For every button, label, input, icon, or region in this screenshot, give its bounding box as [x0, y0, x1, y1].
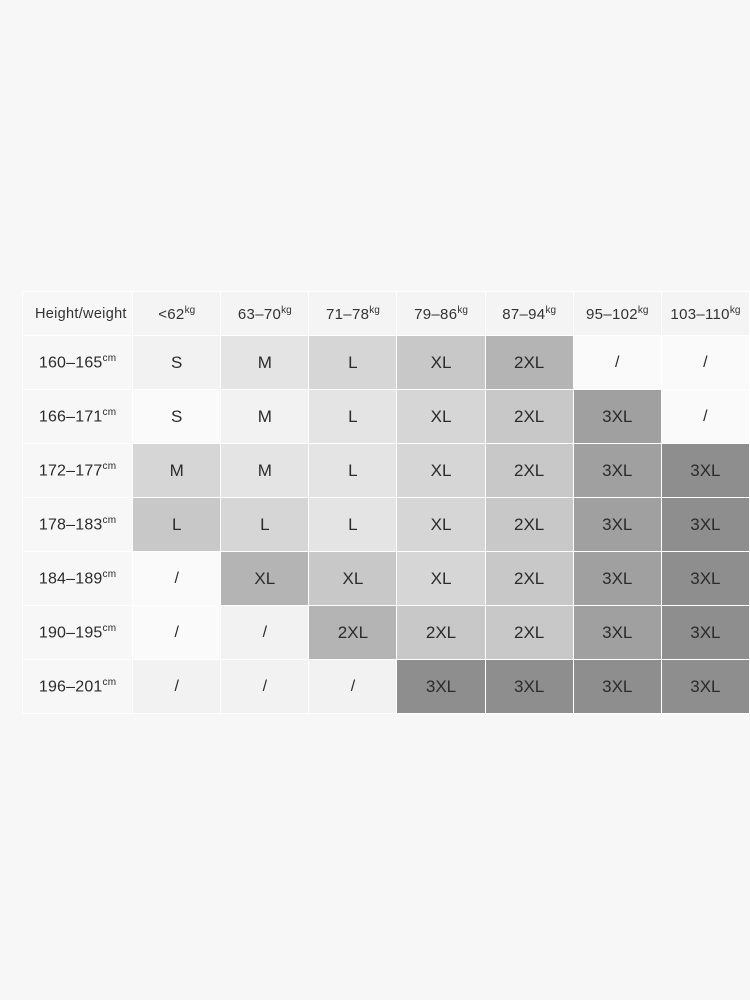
size-chart-header	[23, 292, 750, 336]
size-cell-r3-c3: XL	[397, 498, 485, 552]
row-header-4-unit: cm	[102, 568, 117, 580]
row-header-5	[23, 606, 133, 660]
size-cell-r2-c6: 3XL	[661, 444, 749, 498]
row-header-1-label: 166–171	[38, 408, 103, 426]
size-cell-r4-c2: XL	[309, 552, 397, 606]
column-header-3-label: 79–86	[414, 305, 458, 323]
size-cell-r1-c2: L	[309, 390, 397, 444]
corner-header	[23, 292, 133, 336]
size-cell-r4-c0: /	[133, 552, 221, 606]
column-header-6-label: 103–110	[670, 305, 730, 323]
size-cell-r1-c1: M	[221, 390, 309, 444]
row-header-0	[23, 336, 133, 390]
column-header-2-label: 71–78	[326, 305, 370, 323]
size-chart-container	[22, 291, 750, 714]
size-cell-r0-c2: L	[309, 336, 397, 390]
size-cell-r5-c0: /	[133, 606, 221, 660]
table-row	[23, 606, 750, 660]
size-cell-r0-c6: /	[661, 336, 749, 390]
column-header-4	[485, 292, 573, 336]
size-cell-r6-c1: /	[221, 660, 309, 714]
size-cell-r2-c4: 2XL	[485, 444, 573, 498]
size-cell-r2-c2: L	[309, 444, 397, 498]
row-header-6-unit: cm	[102, 676, 117, 688]
size-cell-r3-c0: L	[133, 498, 221, 552]
column-header-0	[133, 292, 221, 336]
row-header-1	[23, 390, 133, 444]
size-cell-r4-c5: 3XL	[573, 552, 661, 606]
row-header-4-label: 184–189	[38, 570, 103, 588]
size-cell-r3-c6: 3XL	[661, 498, 749, 552]
column-header-2	[309, 292, 397, 336]
row-header-2	[23, 444, 133, 498]
size-cell-r6-c0: /	[133, 660, 221, 714]
size-cell-r2-c0: M	[133, 444, 221, 498]
size-cell-r5-c5: 3XL	[573, 606, 661, 660]
size-cell-r5-c1: /	[221, 606, 309, 660]
size-cell-r2-c1: M	[221, 444, 309, 498]
table-row	[23, 336, 750, 390]
column-header-3-unit: kg	[457, 304, 468, 316]
size-cell-r4-c6: 3XL	[661, 552, 749, 606]
row-header-3	[23, 498, 133, 552]
column-header-4-label: 87–94	[502, 305, 546, 323]
size-cell-r4-c4: 2XL	[485, 552, 573, 606]
row-header-5-label: 190–195	[38, 624, 103, 642]
table-row	[23, 552, 750, 606]
row-header-6	[23, 660, 133, 714]
column-header-2-unit: kg	[369, 304, 380, 316]
size-cell-r3-c5: 3XL	[573, 498, 661, 552]
row-header-3-unit: cm	[102, 514, 117, 526]
column-header-0-label: <62	[158, 305, 185, 323]
column-header-1-unit: kg	[281, 304, 292, 316]
size-cell-r0-c0: S	[133, 336, 221, 390]
table-row	[23, 444, 750, 498]
row-header-3-label: 178–183	[38, 516, 103, 534]
size-cell-r4-c1: XL	[221, 552, 309, 606]
row-header-2-unit: cm	[102, 460, 117, 472]
size-cell-r1-c5: 3XL	[573, 390, 661, 444]
header-row	[23, 292, 750, 336]
size-cell-r6-c6: 3XL	[661, 660, 749, 714]
size-cell-r1-c3: XL	[397, 390, 485, 444]
size-cell-r0-c1: M	[221, 336, 309, 390]
table-row	[23, 660, 750, 714]
size-cell-r2-c3: XL	[397, 444, 485, 498]
row-header-5-unit: cm	[102, 622, 117, 634]
size-cell-r2-c5: 3XL	[573, 444, 661, 498]
size-cell-r0-c5: /	[573, 336, 661, 390]
size-cell-r1-c6: /	[661, 390, 749, 444]
column-header-1-label: 63–70	[237, 305, 282, 323]
size-cell-r5-c6: 3XL	[661, 606, 749, 660]
column-header-5	[573, 292, 661, 336]
column-header-6-unit: kg	[729, 304, 741, 316]
column-header-4-unit: kg	[545, 304, 557, 316]
size-cell-r6-c3: 3XL	[397, 660, 485, 714]
row-header-0-label: 160–165	[38, 354, 103, 372]
size-cell-r5-c3: 2XL	[397, 606, 485, 660]
table-row	[23, 498, 750, 552]
size-cell-r0-c4: 2XL	[485, 336, 573, 390]
column-header-6	[661, 292, 749, 336]
column-header-5-unit: kg	[637, 304, 649, 316]
size-cell-r3-c1: L	[221, 498, 309, 552]
corner-header-label: Height/weight	[35, 305, 127, 322]
size-cell-r6-c4: 3XL	[485, 660, 573, 714]
row-header-1-unit: cm	[102, 406, 117, 418]
row-header-6-label: 196–201	[38, 678, 103, 696]
row-header-2-label: 172–177	[38, 462, 103, 480]
size-cell-r3-c2: L	[309, 498, 397, 552]
size-cell-r3-c4: 2XL	[485, 498, 573, 552]
column-header-1	[221, 292, 309, 336]
column-header-3	[397, 292, 485, 336]
size-cell-r1-c4: 2XL	[485, 390, 573, 444]
size-cell-r4-c3: XL	[397, 552, 485, 606]
table-row	[23, 390, 750, 444]
size-chart-table	[22, 291, 750, 714]
column-header-5-label: 95–102	[586, 305, 638, 323]
column-header-0-unit: kg	[184, 304, 196, 316]
row-header-0-unit: cm	[102, 352, 117, 364]
size-cell-r6-c2: /	[309, 660, 397, 714]
size-cell-r0-c3: XL	[397, 336, 485, 390]
size-chart-body	[23, 336, 750, 714]
size-cell-r5-c2: 2XL	[309, 606, 397, 660]
size-cell-r1-c0: S	[133, 390, 221, 444]
size-cell-r6-c5: 3XL	[573, 660, 661, 714]
size-cell-r5-c4: 2XL	[485, 606, 573, 660]
row-header-4	[23, 552, 133, 606]
